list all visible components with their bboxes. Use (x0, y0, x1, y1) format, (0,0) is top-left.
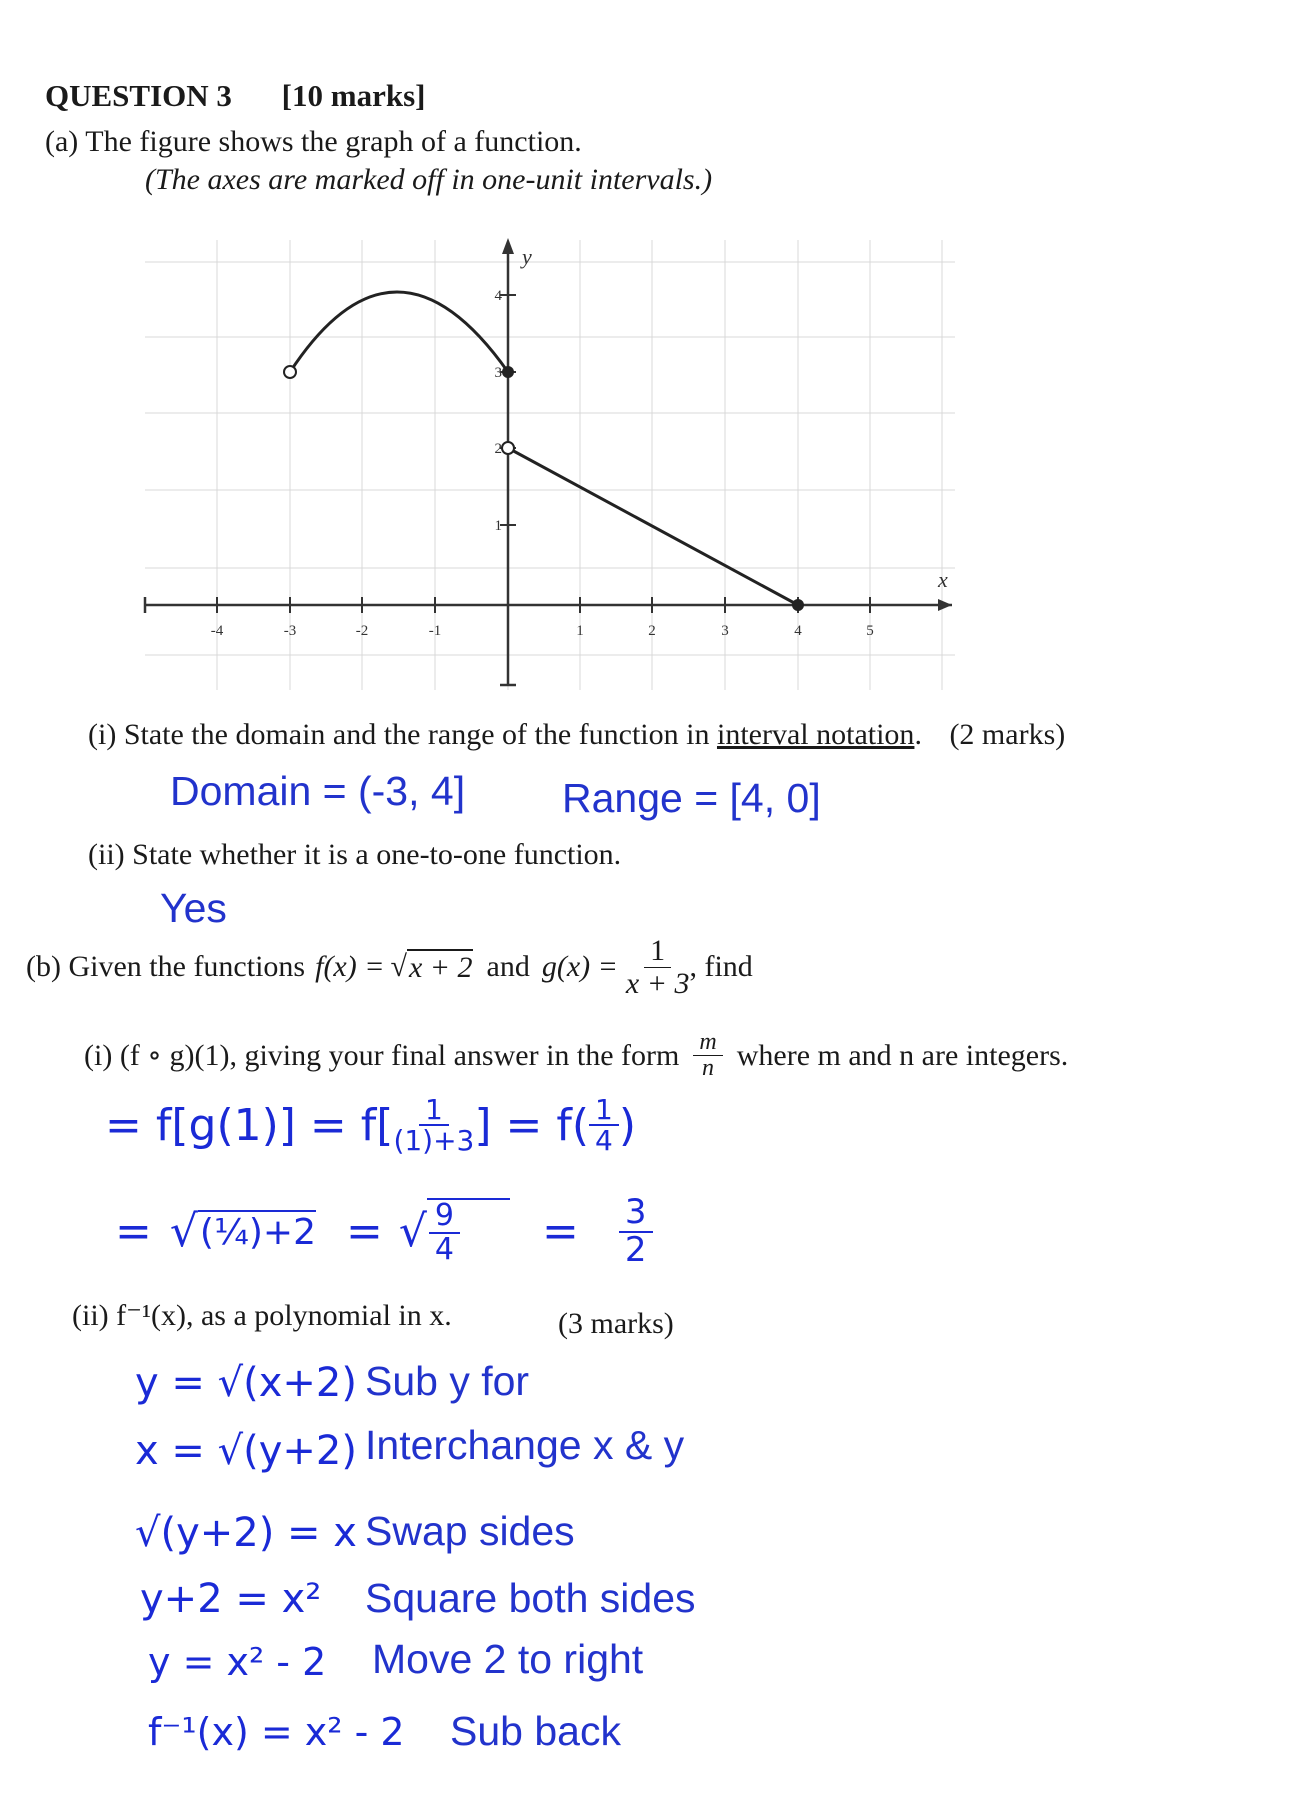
x-tick-label: -3 (283, 623, 297, 639)
n-symbol: n (702, 1055, 715, 1082)
part-b-question-ii-marks: (3 marks) (558, 1307, 674, 1340)
step-work: √(y+2) = x (135, 1510, 357, 1556)
work-text: = (345, 1206, 383, 1258)
radicand-fraction-wrap (427, 1198, 510, 1265)
find-text: , find (689, 950, 753, 983)
x-tick-label: -2 (355, 623, 369, 639)
step-note: Interchange x & y (365, 1422, 685, 1468)
part-b-question-i (84, 1030, 1068, 1081)
x-axis-arrow-icon (938, 599, 952, 611)
part-a-question-i (88, 718, 1065, 752)
part-a-note: (The axes are marked off in one-unit intervals.) (145, 163, 713, 196)
f-definition: f(x) = (315, 950, 385, 983)
x-tick-label: -1 (428, 623, 442, 639)
fraction-numerator: 3 (619, 1195, 653, 1233)
fraction-numerator: 1 (419, 1095, 449, 1126)
fraction-denominator: (1)+3 (393, 1124, 475, 1158)
work-text: = (115, 1206, 152, 1258)
x-axis-label: x (938, 567, 948, 592)
step-note: Sub back (450, 1708, 621, 1754)
grid-lines (145, 240, 955, 690)
y-tick-label: 1 (494, 518, 502, 534)
question-number: QUESTION 3 (45, 78, 232, 113)
fraction-denominator: 4 (595, 1124, 613, 1158)
x-tick-label: 5 (866, 623, 874, 639)
x-tick-label: 1 (576, 623, 584, 639)
range-answer: Range = [4, 0] (562, 775, 821, 821)
fraction-numerator: 9 (429, 1200, 460, 1234)
x-tick-label: 2 (648, 623, 656, 639)
part-b-question-ii: (ii) f⁻¹(x), as a polynomial in x. (72, 1299, 452, 1332)
step-work: y = x² - 2 (148, 1640, 327, 1684)
y-axis-arrow-icon (502, 238, 514, 254)
question-text: (i) State the domain and the range of the function in (88, 718, 710, 751)
x-tick-label: 4 (794, 623, 802, 639)
one-to-one-answer: Yes (160, 885, 227, 931)
question-title (45, 78, 425, 114)
work-line-2: = √ (¼)+2 = √ $\frac{9}{4}$ = $\frac{3}{2}$ (115, 1195, 653, 1268)
work-text: ] = f( (474, 1099, 590, 1151)
linear-segment (508, 448, 798, 605)
step-work: y = √(x+2) (135, 1360, 357, 1406)
step-note: Sub y for (365, 1358, 530, 1404)
closed-point (502, 366, 514, 378)
step-note: Square both sides (365, 1575, 696, 1621)
domain-answer: Domain = (-3, 4] (170, 768, 466, 814)
y-tick-label: 3 (494, 365, 502, 381)
question-marks: (2 marks) (949, 718, 1066, 751)
y-tick-label: 4 (494, 288, 502, 304)
fraction-denominator: 2 (624, 1229, 647, 1270)
work-fraction (589, 1095, 619, 1156)
f-radicand: x + 2 (408, 951, 473, 984)
open-point (284, 366, 296, 378)
question-marks: [10 marks] (281, 78, 426, 113)
radicand: (¼)+2 (199, 1212, 316, 1254)
x-tick-label: 3 (721, 623, 729, 639)
step-work: f⁻¹(x) = x² - 2 (148, 1710, 405, 1754)
work-fraction (429, 1200, 460, 1265)
g-denominator: x + 3 (625, 966, 690, 1000)
step-work: x = √(y+2) (135, 1428, 357, 1474)
closed-point (792, 599, 804, 611)
m-symbol: m (693, 1030, 722, 1056)
part-b-intro: (b) Given the functions f(x) = √ x + 2 and g(x) = $\frac{1}{x + 3}$ , find (26, 934, 753, 1000)
part-a-intro: (a) The figure shows the graph of a function. (45, 125, 582, 158)
question-text: (i) (f ∘ g)(1), giving your final answer in the form (84, 1039, 680, 1073)
result-fraction (619, 1192, 653, 1270)
and-word: and (486, 950, 530, 983)
step-work: y+2 = x² (140, 1576, 322, 1622)
fraction-denominator: 4 (434, 1231, 454, 1267)
y-axis-label: y (522, 244, 532, 269)
intro-text: (b) Given the functions (26, 950, 306, 983)
g-definition: g(x) = (541, 950, 618, 983)
work-line-1 (105, 1095, 636, 1156)
fraction-numerator: 1 (589, 1095, 619, 1126)
g-numerator: 1 (644, 935, 671, 968)
open-point (502, 442, 514, 454)
step-note: Move 2 to right (372, 1636, 644, 1682)
g-fraction (626, 935, 690, 999)
question-text-end: where m and n are integers. (736, 1038, 1069, 1072)
work-text: = f[g(1)] = f[ (105, 1099, 394, 1151)
part-a-question-ii: (ii) State whether it is a one-to-one function. (88, 838, 622, 871)
m-over-n (693, 1030, 722, 1081)
work-text: = (542, 1206, 579, 1258)
underlined-term: interval notation (716, 718, 915, 751)
function-graph (130, 230, 970, 690)
y-tick-label: 2 (494, 441, 502, 457)
work-fraction (393, 1095, 474, 1156)
question-period: . (914, 718, 922, 751)
work-text: ) (618, 1099, 637, 1151)
step-note: Swap sides (365, 1508, 575, 1554)
x-tick-label: -4 (210, 623, 224, 639)
parabola-segment (290, 292, 508, 372)
